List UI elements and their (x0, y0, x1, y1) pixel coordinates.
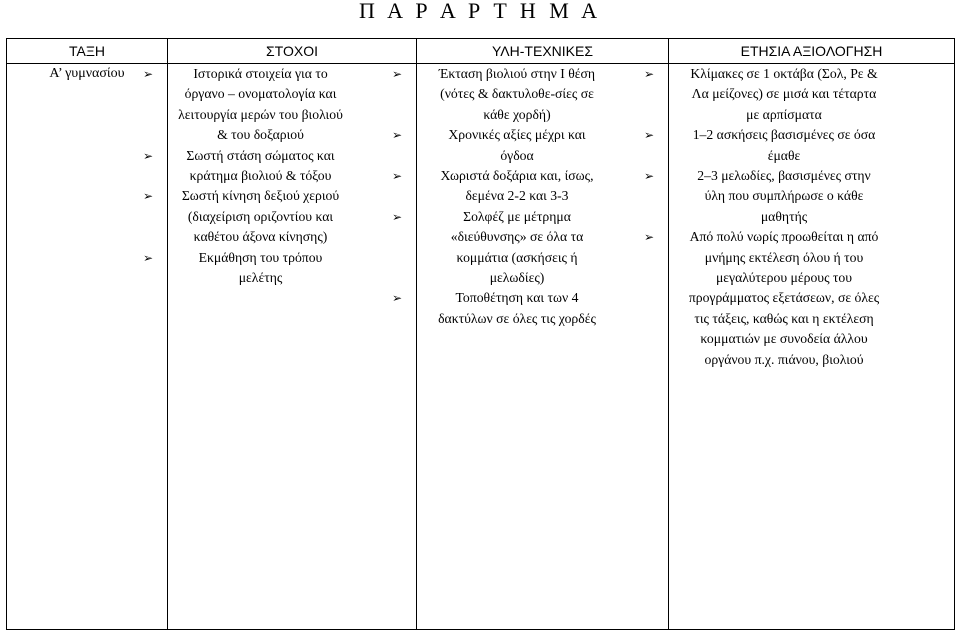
arrowhead-bullet-icon: ➢ (392, 291, 403, 306)
arrowhead-bullet-icon: ➢ (143, 148, 154, 163)
list-item-line: Λα μείζονες) σε μισά και τέταρτα (691, 86, 877, 102)
list-item-line: 1–2 ασκήσεις βασισμένες σε όσα (692, 127, 876, 143)
list-item (143, 146, 353, 187)
list-item (644, 227, 899, 370)
header-row (7, 39, 955, 64)
class-label: Α’ γυμνασίου (49, 66, 125, 81)
list-item-line: μνήμης εκτέλεση όλου ή του (704, 249, 864, 265)
arrowhead-bullet-icon: ➢ (143, 189, 154, 204)
table-row (7, 64, 955, 630)
arrowhead-bullet-icon: ➢ (392, 67, 403, 81)
list-item-line: Έκταση βιολιού στην Ι θέση (438, 66, 596, 81)
header-evaluation: ΕΤΗΣΙΑ ΑΞΙΟΛΟΓΗΣΗ (669, 39, 955, 64)
list-item (644, 64, 899, 125)
list-item-line: μελέτης (238, 270, 283, 286)
header-goals: ΣΤΟΧΟΙ (168, 39, 417, 64)
header-material: ΥΛΗ-ΤΕΧΝΙΚΕΣ (417, 39, 669, 64)
arrowhead-bullet-icon: ➢ (644, 169, 655, 184)
list-item-line: Σολφέζ με μέτρημα (463, 208, 571, 224)
list-item-line: οργάνου π.χ. πιάνου, βιολιού (704, 351, 864, 367)
list-item-line: κάθε χορδή) (483, 106, 551, 122)
list-item-line: λειτουργία μερών του βιολιού (178, 106, 343, 122)
evaluation-list (644, 64, 899, 370)
list-item (392, 64, 617, 125)
header-class: ΤΑΞΗ (7, 39, 168, 64)
list-item-line: όργανο – ονοματολογία και (184, 86, 337, 102)
list-item-line: Σωστή στάση σώματος και (186, 147, 335, 163)
list-item-line: Χρονικές αξίες μέχρι και (448, 127, 586, 143)
arrowhead-bullet-icon: ➢ (644, 230, 655, 245)
list-item (143, 186, 353, 247)
list-item (143, 64, 353, 146)
list-item-line: δακτύλων σε όλες τις χορδές (438, 310, 596, 326)
arrowhead-bullet-icon: ➢ (392, 169, 403, 184)
list-item-line: ύλη που συμπλήρωσε ο κάθε (704, 188, 864, 204)
material-list (392, 64, 617, 329)
list-item-line: Χωριστά δοξάρια και, ίσως, (440, 168, 594, 184)
list-item (392, 166, 617, 207)
list-item-line: καθέτου άξονα κίνησης) (193, 229, 328, 245)
goals-list (143, 64, 353, 288)
arrowhead-bullet-icon: ➢ (143, 250, 154, 265)
list-item (644, 125, 899, 166)
list-item-line: κράτημα βιολιού & τόξου (189, 168, 332, 184)
list-item (644, 166, 899, 227)
list-item-line: με αρπίσματα (746, 106, 822, 122)
arrowhead-bullet-icon: ➢ (644, 128, 655, 143)
list-item-line: Σωστή κίνηση δεξιού χεριού (181, 188, 340, 204)
list-item-line: μαθητής (760, 208, 808, 224)
list-item-line: κομμάτια (ασκήσεις ή (456, 249, 578, 265)
goals-cell (143, 64, 417, 630)
list-item-line: Από πολύ νωρίς προωθείται η από (689, 229, 879, 245)
list-item-line: Ιστορικά στοιχεία για το (193, 66, 328, 81)
list-item-line: & του δοξαριού (217, 127, 304, 143)
list-item-line: μεγαλύτερου μέρους του (715, 270, 853, 286)
list-item (143, 248, 353, 289)
list-item-line: έμαθε (767, 147, 801, 163)
list-item-line: κομματιών με συνοδεία άλλου (700, 331, 868, 347)
list-item-line: 2–3 μελωδίες, βασισμένες στην (697, 168, 871, 184)
list-item (392, 288, 617, 329)
list-item-line: προγράμματος εξετάσεων, σε όλες (688, 290, 880, 306)
list-item (392, 125, 617, 166)
page-title: Π Α Ρ Α Ρ Τ Η Μ Α (358, 0, 602, 23)
arrowhead-bullet-icon: ➢ (644, 67, 655, 81)
list-item-line: Κλίμακες σε 1 οκτάβα (Σολ, Ρε & (690, 66, 878, 81)
arrowhead-bullet-icon: ➢ (392, 128, 403, 143)
list-item-line: (διαχείριση οριζοντίου και (187, 208, 334, 224)
curriculum-table (6, 38, 955, 630)
arrowhead-bullet-icon: ➢ (143, 67, 154, 81)
list-item-line: (νότες & δακτυλοθε-σίες σε (440, 86, 594, 102)
arrowhead-bullet-icon: ➢ (392, 209, 403, 224)
list-item-line: μελωδίες) (489, 270, 545, 286)
list-item-line: Τοποθέτηση και των 4 (455, 290, 579, 306)
list-item-line: Εκμάθηση του τρόπου (198, 249, 323, 265)
list-item-line: «διεύθυνσης» σε όλα τα (450, 229, 584, 245)
list-item (392, 207, 617, 289)
material-cell (392, 64, 669, 630)
list-item-line: τις τάξεις, καθώς και η εκτέλεση (694, 310, 874, 326)
list-item-line: όγδοα (500, 147, 534, 163)
list-item-line: δεμένα 2-2 και 3-3 (465, 188, 569, 204)
evaluation-cell (644, 64, 955, 630)
